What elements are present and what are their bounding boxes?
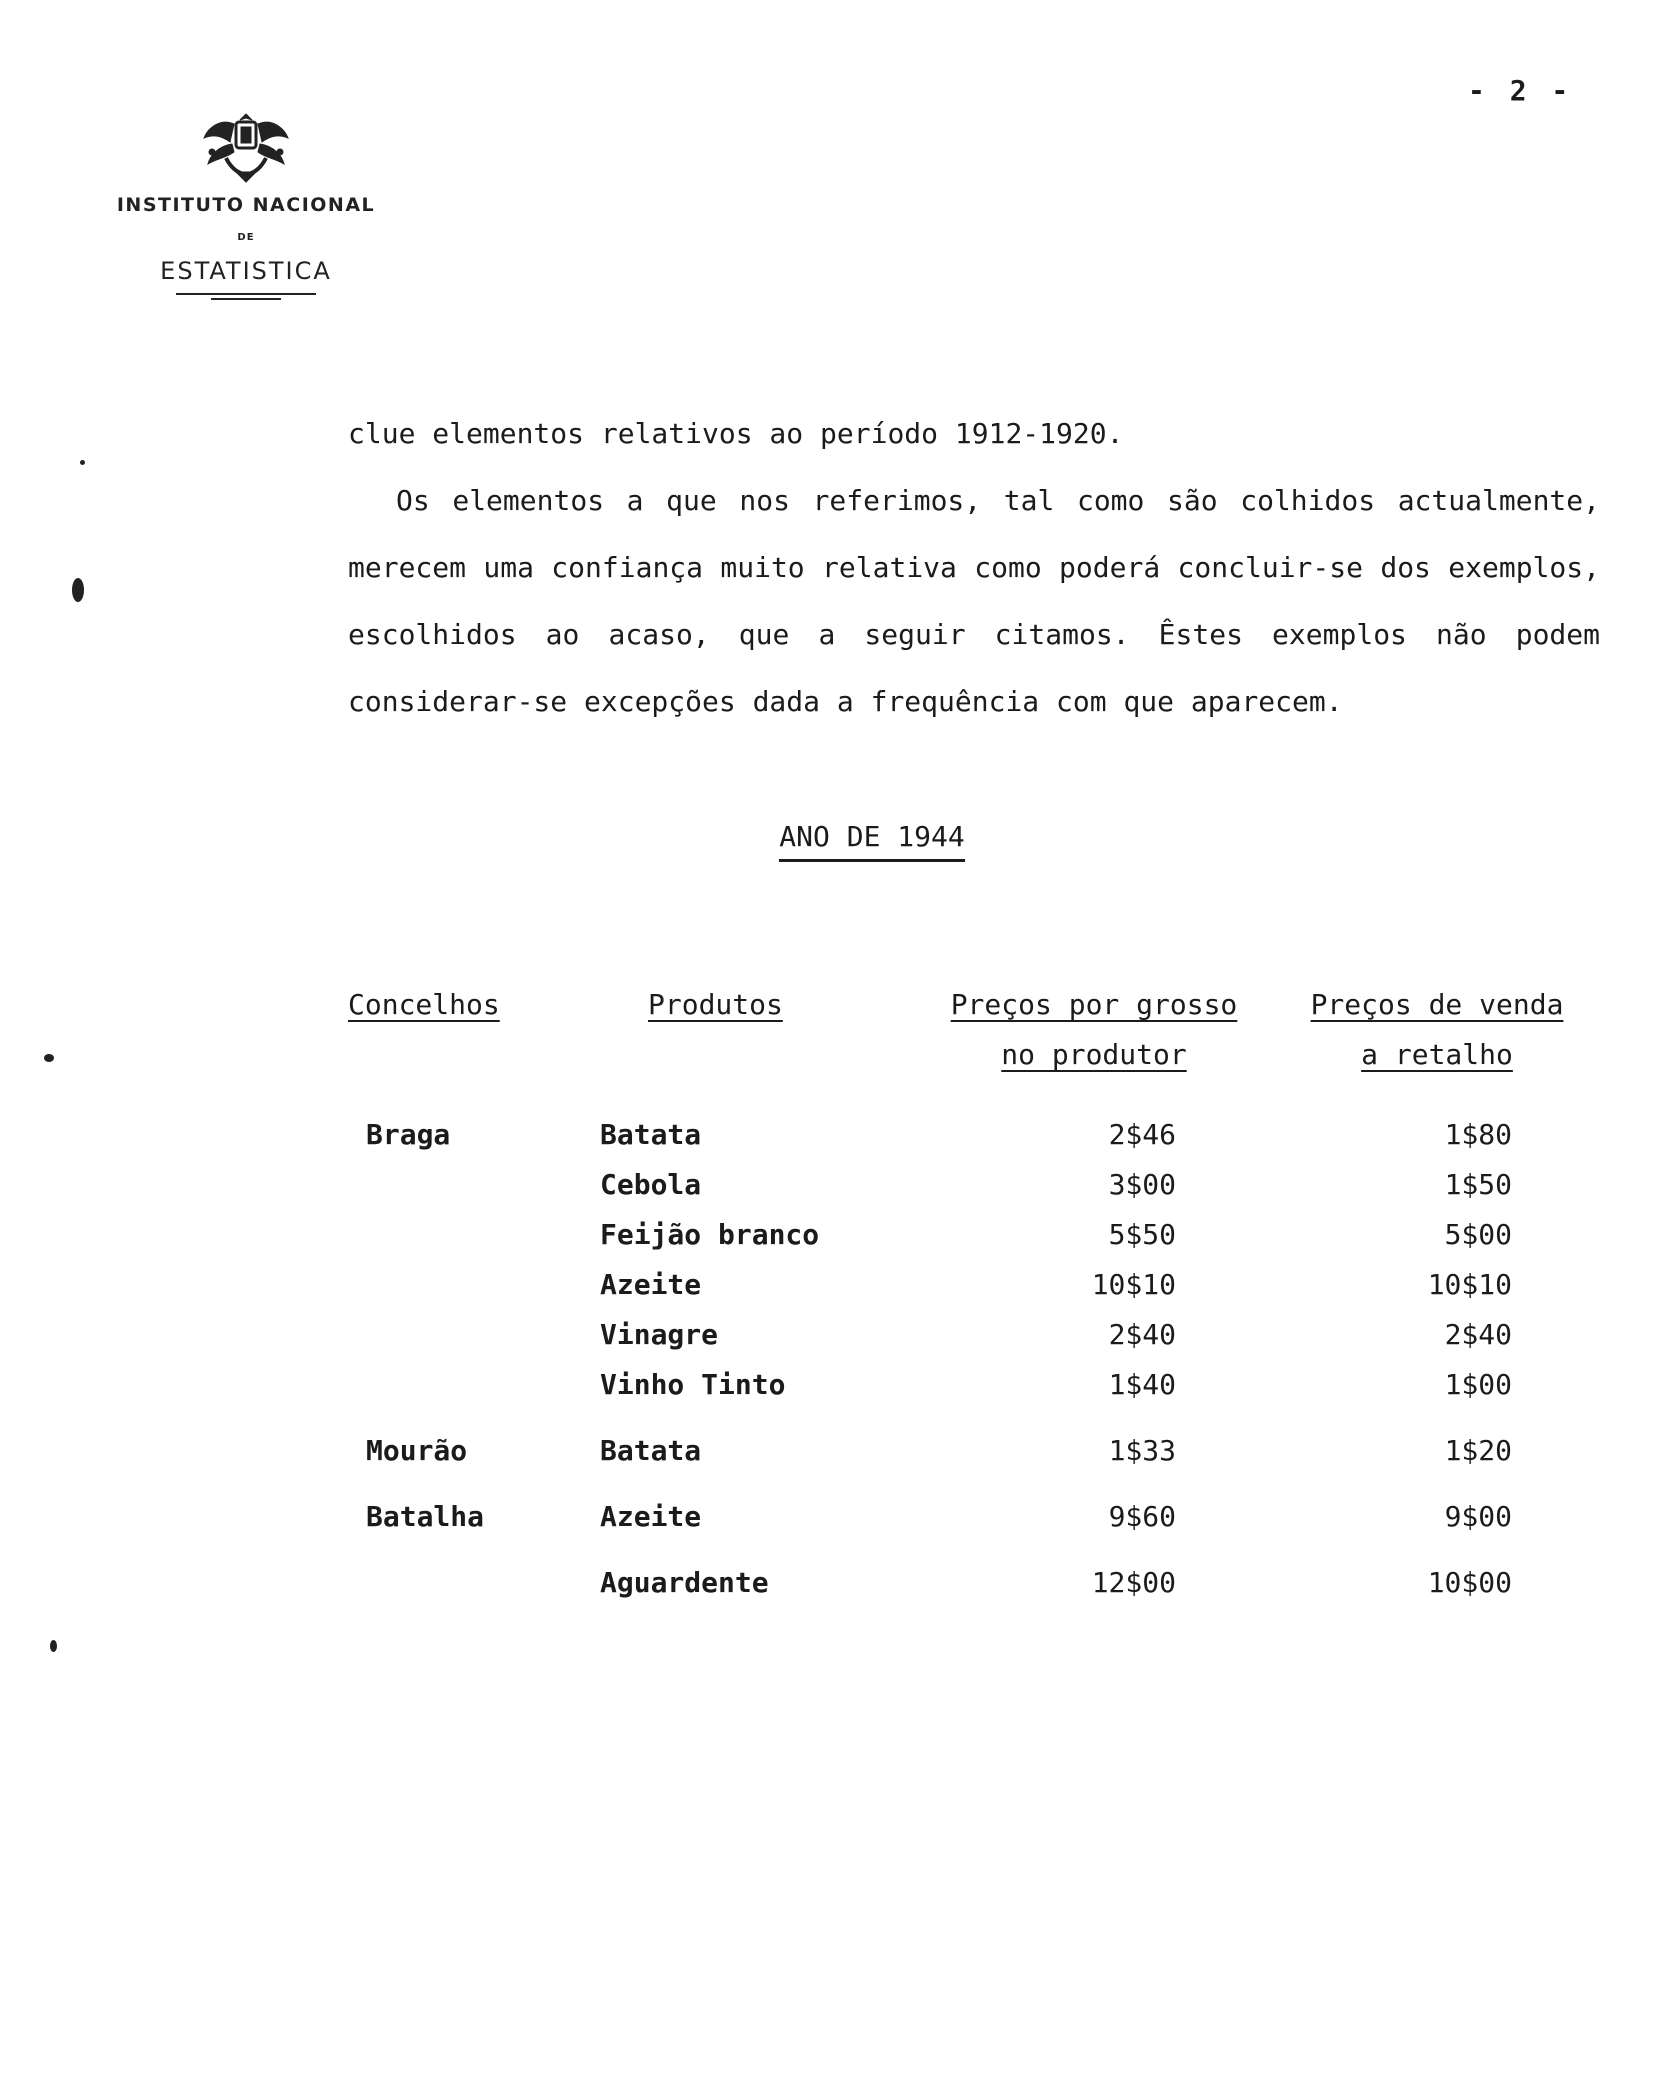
- institute-name-statistics: ESTATISTICA: [160, 257, 332, 285]
- price-table: [348, 980, 1598, 1608]
- letterhead-rule: [176, 293, 316, 295]
- letterhead: [96, 108, 396, 300]
- paragraph-continuation: clue elementos relativos ao período 1912-1920.: [348, 417, 1124, 450]
- letterhead-rule-short: [211, 298, 281, 300]
- header-produtos: Produtos: [648, 988, 783, 1021]
- header-gross-prices: Preços por grosso no produtor: [950, 988, 1238, 1071]
- body-text: [348, 400, 1600, 735]
- institute-name: INSTITUTO NACIONAL: [116, 194, 376, 216]
- cell-retail-price: 5$00: [1444, 1218, 1512, 1251]
- cell-concelho: [348, 1260, 600, 1310]
- cell-produto: Azeite: [600, 1268, 702, 1301]
- table-row: [348, 1542, 1598, 1608]
- cell-gross-price: 3$00: [1108, 1168, 1176, 1201]
- table-row: [348, 1160, 1598, 1210]
- cell-retail-price: 1$50: [1444, 1168, 1512, 1201]
- table-row: [348, 1360, 1598, 1410]
- scan-speck: [50, 1640, 57, 1652]
- cell-produto: Vinho Tinto: [600, 1368, 786, 1401]
- cell-retail-price: 10$00: [1427, 1566, 1512, 1599]
- institute-name-connector: DE: [237, 232, 255, 243]
- cell-produto: Batata: [600, 1118, 702, 1151]
- cell-gross-price: 2$46: [1108, 1118, 1176, 1151]
- cell-produto: Vinagre: [600, 1318, 719, 1351]
- header-retail-prices: Preços de venda a retalho: [1310, 988, 1564, 1071]
- table-row: [348, 1310, 1598, 1360]
- cell-produto: Batata: [600, 1434, 702, 1467]
- cell-concelho: Mourão: [366, 1434, 468, 1467]
- cell-retail-price: 10$10: [1427, 1268, 1512, 1301]
- cell-concelho: [348, 1542, 600, 1608]
- cell-retail-price: 1$80: [1444, 1118, 1512, 1151]
- cell-produto: Feijão branco: [600, 1218, 820, 1251]
- table-row: [348, 1110, 1598, 1160]
- cell-gross-price: 2$40: [1108, 1318, 1176, 1351]
- header-concelhos: Concelhos: [348, 988, 500, 1021]
- section-title: [0, 820, 1680, 862]
- table-row: [348, 1476, 1598, 1542]
- section-title-text: ANO DE 1944: [779, 820, 964, 862]
- scan-speck: [80, 460, 85, 465]
- cell-produto: Cebola: [600, 1168, 702, 1201]
- coat-of-arms-icon: [196, 108, 296, 184]
- cell-produto: Azeite: [600, 1500, 702, 1533]
- cell-concelho: Batalha: [366, 1500, 485, 1533]
- cell-gross-price: 12$00: [1091, 1566, 1176, 1599]
- cell-retail-price: 1$00: [1444, 1368, 1512, 1401]
- page-number: - 2 -: [1468, 74, 1573, 107]
- scan-speck: [44, 1054, 54, 1062]
- cell-concelho: [348, 1360, 600, 1410]
- cell-retail-price: 2$40: [1444, 1318, 1512, 1351]
- scan-speck: [72, 578, 84, 602]
- cell-concelho: [348, 1310, 600, 1360]
- cell-gross-price: 5$50: [1108, 1218, 1176, 1251]
- table-row: [348, 1260, 1598, 1310]
- table-row: [348, 1410, 1598, 1476]
- cell-concelho: Braga: [366, 1118, 451, 1151]
- cell-retail-price: 1$20: [1444, 1434, 1512, 1467]
- paragraph-main: Os elementos a que nos referimos, tal como são colhidos actualmente, merecem uma confiança muito relativa como poderá concluir-se dos exemplos, escolhidos ao acaso, que a seguir citamos. Êstes exemplos não podem considerar-se excepções dada a frequência com que aparecem.: [348, 484, 1600, 718]
- table-row: [348, 1210, 1598, 1260]
- cell-gross-price: 9$60: [1108, 1500, 1176, 1533]
- cell-concelho: [348, 1160, 600, 1210]
- cell-gross-price: 10$10: [1091, 1268, 1176, 1301]
- cell-produto: Aguardente: [600, 1566, 769, 1599]
- cell-gross-price: 1$40: [1108, 1368, 1176, 1401]
- table-header-row: [348, 980, 1598, 1110]
- cell-gross-price: 1$33: [1108, 1434, 1176, 1467]
- cell-retail-price: 9$00: [1444, 1500, 1512, 1533]
- cell-concelho: [348, 1210, 600, 1260]
